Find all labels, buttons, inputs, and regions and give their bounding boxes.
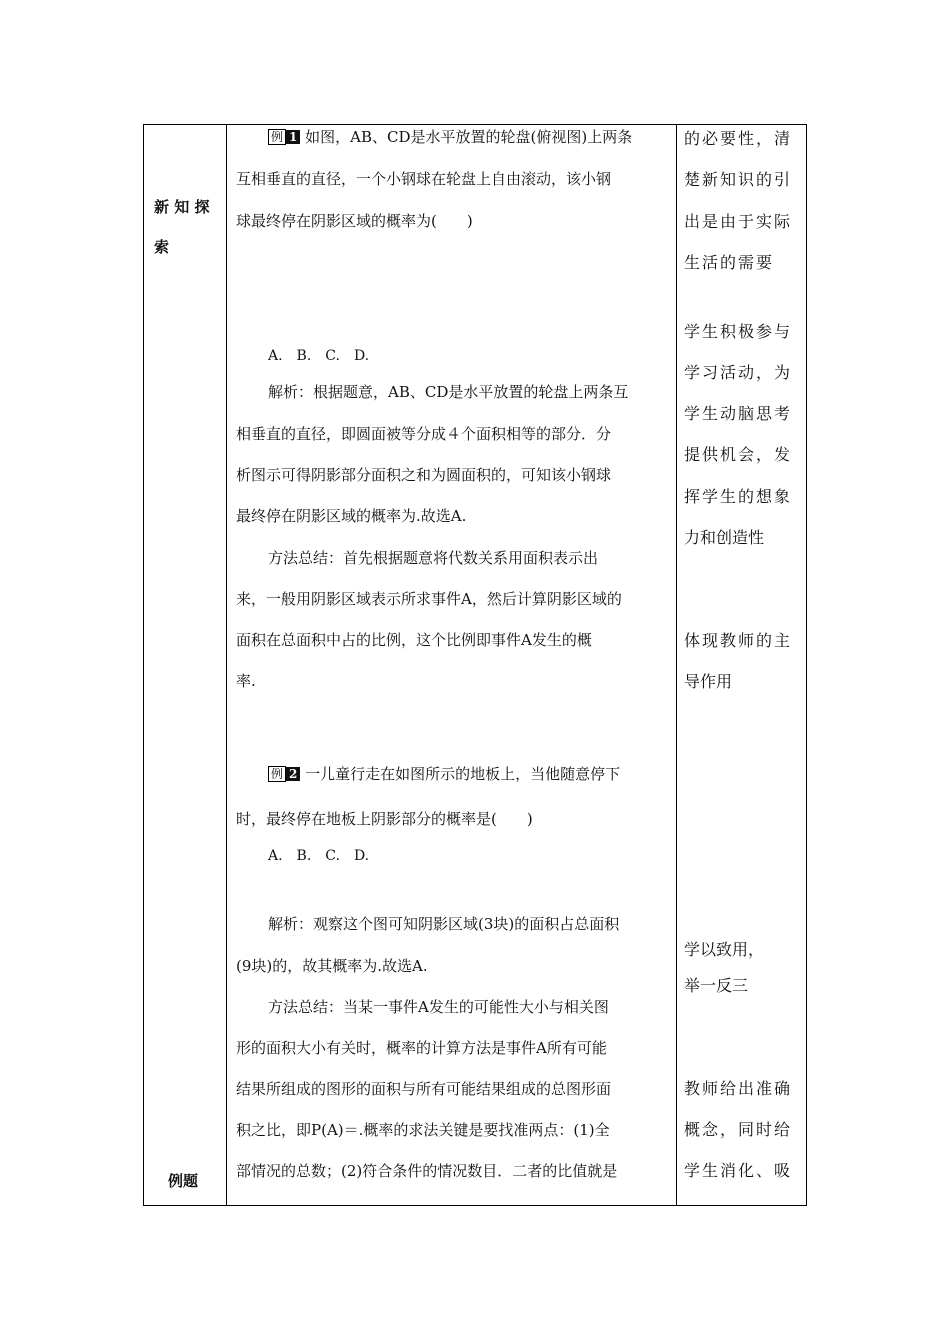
example1-analysis-line: 析图示可得阴影部分面积之和为圆面积的，可知该小钢球	[236, 466, 612, 484]
note-line: 出是由于实际	[684, 212, 793, 231]
note-line: 楚新知识的引	[684, 170, 793, 189]
note-line: 提供机会，发	[684, 445, 793, 464]
example1-summary-line: 来，一般用阴影区域表示所求事件A，然后计算阴影区域的	[236, 590, 622, 608]
note-line: 学生动脑思考	[684, 404, 793, 423]
note-line: 体现教师的主	[684, 631, 793, 650]
example1-summary-line: 率.	[236, 672, 256, 690]
notes-column	[676, 125, 806, 1205]
example2-summary-line: 方法总结：当某一事件A发生的可能性大小与相关图	[268, 998, 609, 1016]
example1-options: A. B. C. D.	[268, 348, 370, 364]
example2-analysis-line: 解析：观察这个图可知阴影区域(3块)的面积占总面积	[268, 915, 620, 933]
example2-summary-line: 积之比，即P(A)＝.概率的求法关键是要找准两点：(1)全	[236, 1121, 610, 1139]
note-line: 的必要性，清	[684, 129, 793, 148]
example-number: 1	[286, 130, 300, 144]
example1-summary-line: 面积在总面积中占的比例，这个比例即事件A发生的概	[236, 631, 592, 649]
note-line: 学以致用，	[684, 940, 765, 959]
example2-summary-line: 部情况的总数；(2)符合条件的情况数目．二者的比值就是	[236, 1162, 618, 1180]
example1-line1	[268, 127, 632, 147]
section-label-examples: 例题	[168, 1172, 199, 1190]
note-line: 导作用	[684, 672, 733, 691]
example2-question: 一儿童行走在如图所示的地板上，当他随意停下	[305, 765, 621, 783]
note-line: 生活的需要	[684, 253, 775, 272]
example-tag: 例	[268, 129, 286, 145]
example-tag: 例	[268, 766, 286, 782]
content-column	[226, 125, 676, 1205]
note-line: 概念，同时给	[684, 1120, 793, 1139]
example1-question: 如图，AB、CD是水平放置的轮盘(俯视图)上两条	[305, 128, 633, 146]
example1-summary-line: 方法总结：首先根据题意将代数关系用面积表示出	[268, 549, 599, 567]
note-line: 学习活动，为	[684, 363, 793, 382]
example2-analysis-line: (9块)的，故其概率为.故选A.	[236, 957, 428, 975]
example2-options: A. B. C. D.	[268, 848, 370, 864]
note-line: 举一反三	[684, 976, 749, 995]
section-label-new-knowledge: 新 知 探	[154, 198, 210, 216]
note-line: 学生消化、吸	[684, 1161, 793, 1180]
example2-summary-line: 形的面积大小有关时，概率的计算方法是事件A所有可能	[236, 1039, 607, 1057]
lesson-table	[143, 124, 807, 1206]
example1-analysis-line: 解析：根据题意，AB、CD是水平放置的轮盘上两条互	[268, 383, 629, 401]
note-line: 学生积极参与	[684, 322, 793, 341]
note-line: 挥学生的想象	[684, 487, 793, 506]
example-number: 2	[286, 767, 300, 781]
example2-line1	[268, 764, 620, 784]
note-line: 力和创造性	[684, 528, 765, 547]
example1-line3: 球最终停在阴影区域的概率为( )	[236, 212, 473, 230]
example1-analysis-line: 相垂直的直径，即圆面被等分成４个面积相等的部分．分	[236, 425, 612, 443]
note-line: 教师给出准确	[684, 1079, 793, 1098]
section-label-new-knowledge-cont: 索	[154, 238, 170, 256]
example1-analysis-line: 最终停在阴影区域的概率为.故选A.	[236, 507, 467, 525]
example1-line2: 互相垂直的直径，一个小钢球在轮盘上自由滚动，该小钢	[236, 170, 612, 188]
example2-summary-line: 结果所组成的图形的面积与所有可能结果组成的总图形面	[236, 1080, 612, 1098]
example2-line2: 时，最终停在地板上阴影部分的概率是( )	[236, 810, 533, 828]
section-label-column	[144, 125, 226, 1205]
